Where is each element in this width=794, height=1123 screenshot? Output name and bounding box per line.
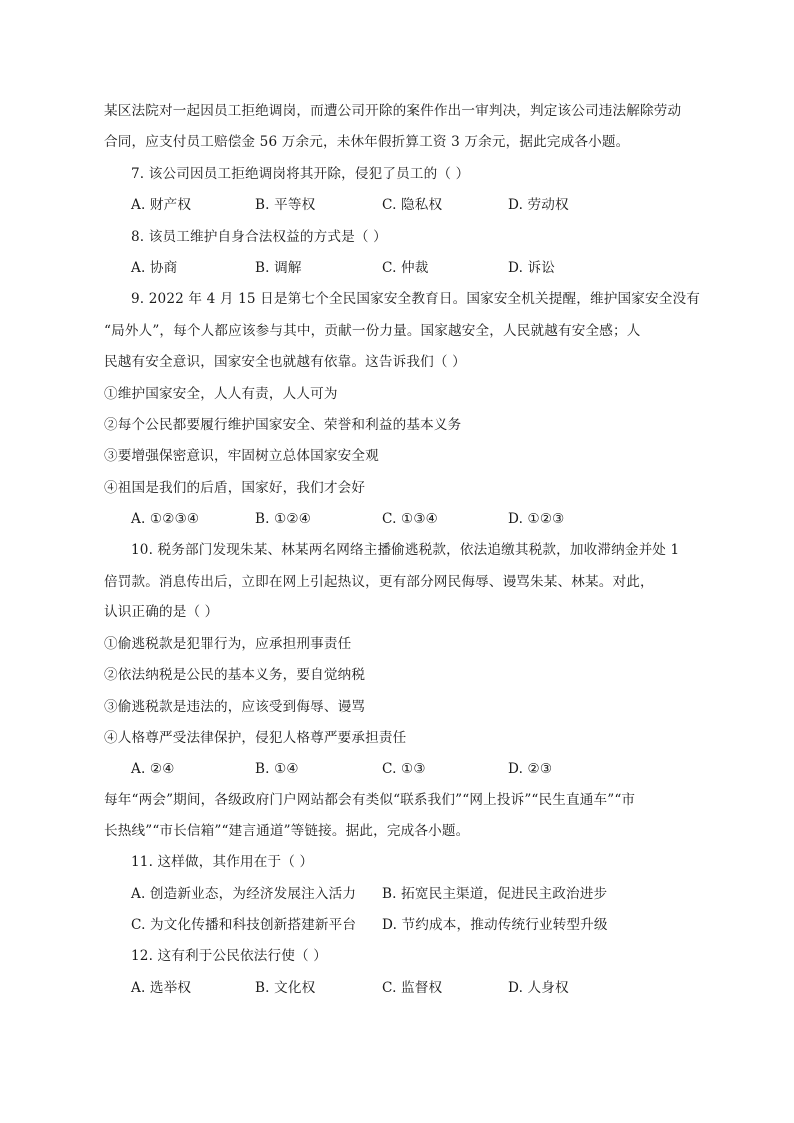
option-b: B. 拓宽民主渠道，促进民主政治进步	[382, 886, 608, 902]
option-d: D. 节约成本，推动传统行业转型升级	[382, 917, 608, 933]
option-a: A. ①②③④	[131, 511, 200, 527]
option-a: A. 财产权	[131, 197, 192, 213]
question-10-item: ②依法纳税是公民的基本义务，要自觉纳税	[104, 667, 366, 683]
question-7-stem: 7. 该公司因员工拒绝调岗将其开除，侵犯了员工的（ ）	[131, 166, 470, 182]
question-9-stem: 民越有安全意识，国家安全也就越有依靠。这告诉我们（ ）	[104, 354, 466, 370]
question-9-stem: “局外人”，每个人都应该参与其中，贡献一份力量。国家越安全，人民就越有安全感；人	[104, 323, 641, 339]
intro-passage-line: 某区法院对一起因员工拒绝调岗，而遭公司开除的案件作出一审判决，判定该公司违法解除劳动	[104, 103, 682, 119]
intro-passage-line: 合同，应支付员工赔偿金 56 万余元，未休年假折算工资 3 万余元，据此完成各小题。	[104, 134, 630, 150]
option-c: C. 隐私权	[382, 197, 443, 213]
option-a: A. 协商	[131, 260, 178, 276]
question-10-item: ①偷逃税款是犯罪行为，应承担刑事责任	[104, 636, 352, 652]
option-b: B. 平等权	[255, 197, 316, 213]
option-c: C. ①③④	[382, 511, 439, 527]
question-12-stem: 12. 这有利于公民依法行使（ ）	[131, 948, 327, 964]
question-9-item: ③要增强保密意识，牢固树立总体国家安全观	[104, 448, 379, 464]
question-10-stem: 认识正确的是（ ）	[104, 604, 219, 620]
option-c: C. 仲裁	[382, 260, 429, 276]
option-a: A. 创造新业态，为经济发展注入活力	[131, 886, 357, 902]
option-d: D. ②③	[508, 761, 553, 777]
option-b: B. 调解	[255, 260, 302, 276]
question-11-stem: 11. 这样做，其作用在于（ ）	[131, 854, 314, 870]
option-d: D. ①②③	[508, 511, 565, 527]
question-10-item: ③偷逃税款是违法的，应该受到侮辱、谩骂	[104, 699, 366, 715]
intro-passage-line: 每年“两会”期间，各级政府门户网站都会有类似“联系我们”“网上投诉”“民生直通车”“市	[104, 792, 636, 808]
option-b: B. ①②④	[255, 511, 312, 527]
option-d: D. 人身权	[508, 980, 569, 996]
question-10-item: ④人格尊严受法律保护，侵犯人格尊严要承担责任	[104, 730, 407, 746]
option-c: C. 为文化传播和科技创新搭建新平台	[131, 917, 357, 933]
question-9-item: ①维护国家安全，人人有责，人人可为	[104, 386, 338, 402]
intro-passage-line: 长热线”“市长信箱”“建言通道”等链接。据此，完成各小题。	[104, 823, 470, 839]
option-c: C. ①③	[382, 761, 426, 777]
option-c: C. 监督权	[382, 980, 443, 996]
option-a: A. 选举权	[131, 980, 192, 996]
question-9-stem: 9. 2022 年 4 月 15 日是第七个全民国家安全教育日。国家安全机关提醒，维护国家安全没有	[131, 291, 700, 307]
question-10-stem: 倍罚款。消息传出后，立即在网上引起热议，更有部分网民侮辱、谩骂朱某、林某。对此，	[104, 574, 654, 590]
question-8-stem: 8. 该员工维护自身合法权益的方式是（ ）	[131, 229, 387, 245]
question-10-stem: 10. 税务部门发现朱某、林某两名网络主播偷逃税款，依法追缴其税款，加收滞纳金并处 1	[131, 542, 680, 558]
option-b: B. 文化权	[255, 980, 316, 996]
question-9-item: ②每个公民都要履行维护国家安全、荣誉和利益的基本义务	[104, 417, 462, 433]
option-d: D. 劳动权	[508, 197, 569, 213]
question-9-item: ④祖国是我们的后盾，国家好，我们才会好	[104, 480, 366, 496]
option-a: A. ②④	[131, 761, 175, 777]
option-b: B. ①④	[255, 761, 299, 777]
option-d: D. 诉讼	[508, 260, 555, 276]
